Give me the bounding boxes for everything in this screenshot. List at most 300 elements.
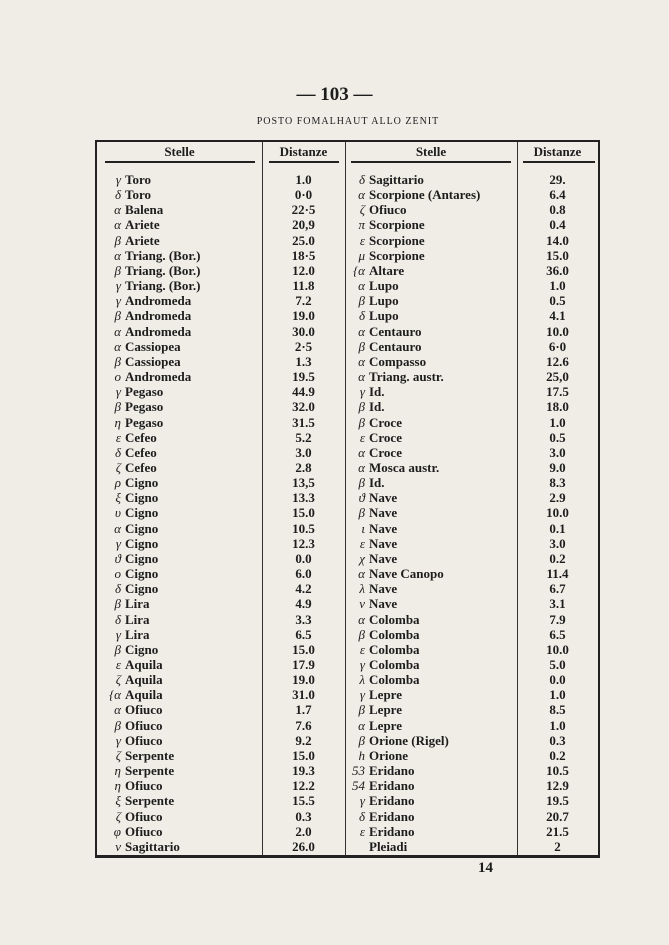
header-rule (269, 161, 339, 163)
star-name: Cigno (125, 490, 159, 506)
star-distance: 31.0 (292, 687, 315, 703)
star-name: Cefeo (125, 459, 157, 475)
star-name: Scorpione (Antares) (369, 187, 481, 203)
star-name: Cigno (125, 550, 159, 566)
star-row (105, 536, 262, 551)
star-designation: β (358, 293, 365, 309)
star-distance: 7.2 (295, 293, 312, 309)
star-distance: 20.7 (546, 808, 569, 824)
star-row (349, 763, 517, 778)
star-row (105, 354, 262, 369)
star-designation: ο (114, 369, 121, 385)
star-designation: α (358, 611, 365, 627)
star-name: Centauro (369, 338, 422, 354)
star-designation: h (358, 747, 365, 763)
star-name: Compasso (369, 353, 427, 369)
star-row (349, 581, 517, 596)
star-row (349, 445, 517, 460)
header-distances-right: Distanze (533, 144, 582, 159)
header-stars-left: Stelle (164, 144, 195, 159)
star-distance: 20,9 (292, 217, 315, 233)
star-row (349, 596, 517, 611)
star-name: Nave (369, 581, 398, 597)
star-distance: 0.3 (295, 808, 312, 824)
star-row (105, 324, 262, 339)
star-name: Aquila (125, 657, 163, 672)
signature-mark: 14 (478, 860, 493, 876)
star-name: Lupo (369, 278, 399, 294)
star-distance: 11.4 (546, 566, 569, 582)
star-row (105, 460, 262, 475)
star-row (105, 551, 262, 566)
star-designation: β (114, 353, 121, 369)
star-designation: δ (358, 308, 365, 324)
star-name: Andromeda (125, 293, 192, 309)
star-name: Croce (369, 444, 402, 460)
star-distance: 15.0 (292, 747, 315, 763)
star-designation: ρ (114, 475, 121, 491)
star-distance: 0.5 (549, 293, 566, 309)
star-designation: β (114, 641, 121, 657)
star-name: Eridano (369, 793, 415, 809)
star-name: Scorpione (369, 217, 425, 233)
star-designation: β (358, 505, 365, 521)
star-row (105, 627, 262, 642)
star-row (349, 278, 517, 293)
star-distance: 2·5 (294, 338, 313, 354)
star-distance: 0.5 (549, 429, 566, 445)
star-designation: η (114, 763, 121, 779)
star-row (105, 718, 262, 733)
star-designation: γ (359, 657, 365, 672)
star-row (349, 415, 517, 430)
star-distance: 1.0 (549, 414, 566, 430)
star-designation: δ (358, 172, 365, 187)
star-distance: 6.5 (295, 626, 312, 642)
header-distances-left: Distanze (279, 144, 328, 159)
star-distance: 1.3 (295, 353, 312, 369)
star-distance: 12.3 (292, 535, 315, 551)
star-designation: γ (115, 535, 121, 551)
star-row (105, 748, 262, 763)
star-designation: γ (359, 687, 365, 703)
star-name: Orione (Rigel) (369, 732, 449, 748)
star-distance: 0.3 (549, 732, 566, 748)
star-name: Cigno (125, 535, 159, 551)
star-name: Eridano (369, 808, 415, 824)
star-distance: 2 (554, 838, 561, 854)
star-designation: η (114, 414, 121, 430)
star-row (105, 369, 262, 384)
star-designation: ε (115, 657, 121, 672)
star-distance: 17.5 (546, 384, 569, 400)
star-name: Toro (125, 187, 152, 203)
star-designation: ζ (115, 808, 121, 824)
star-row (349, 293, 517, 308)
star-name: Id. (369, 399, 385, 415)
star-distance: 18·5 (291, 247, 316, 263)
star-name: Lepre (369, 702, 402, 718)
star-name: Nave (369, 550, 398, 566)
star-row (105, 172, 262, 187)
star-distance: 9.0 (549, 459, 566, 475)
star-row (349, 248, 517, 263)
star-row (105, 566, 262, 581)
star-distance: 25.0 (292, 232, 315, 248)
star-name: Eridano (369, 763, 415, 779)
star-name: Lupo (369, 293, 399, 309)
star-designation: α (358, 278, 365, 294)
star-row (105, 778, 262, 793)
star-row (105, 384, 262, 399)
star-name: Colomba (369, 641, 420, 657)
star-name: Scorpione (369, 232, 425, 248)
star-row (349, 384, 517, 399)
star-distance: 6.7 (549, 581, 566, 597)
star-row (105, 263, 262, 278)
star-row (105, 339, 262, 354)
star-distance: 5.2 (295, 429, 312, 445)
star-name: Lepre (369, 687, 402, 703)
star-designation: α (114, 323, 121, 339)
star-designation: ι (361, 520, 365, 536)
star-distance: 2.0 (295, 823, 312, 839)
star-designation: α (114, 702, 121, 718)
star-designation: β (114, 232, 121, 248)
star-row (105, 733, 262, 748)
star-name: Nave (369, 505, 398, 521)
star-designation: ϑ (358, 490, 365, 506)
star-name: Centauro (369, 323, 422, 339)
star-distance: 0.2 (549, 747, 566, 763)
star-row (349, 748, 517, 763)
left-distances (262, 172, 345, 854)
star-distance: 6.0 (295, 566, 312, 582)
star-row (349, 702, 517, 717)
star-name: Ofiuco (125, 778, 163, 794)
star-distance: 4.9 (295, 596, 312, 612)
star-name: Triang. austr. (369, 369, 444, 385)
star-row (349, 778, 517, 793)
star-name: Pegaso (125, 399, 164, 415)
star-distance: 19.0 (292, 672, 315, 688)
star-designation: γ (115, 384, 121, 400)
star-name: Id. (369, 384, 385, 400)
star-distance: 6.5 (549, 626, 566, 642)
star-distance: 10.0 (546, 505, 569, 521)
star-designation: ε (359, 535, 365, 551)
star-row (105, 824, 262, 839)
star-designation: ν (115, 838, 121, 854)
star-row (105, 293, 262, 308)
star-distance: 12.6 (546, 353, 569, 369)
star-name: Eridano (369, 823, 415, 839)
star-name: Cigno (125, 566, 159, 582)
star-distance: 44.9 (292, 384, 315, 400)
star-row (349, 339, 517, 354)
star-name: Lira (125, 596, 150, 612)
star-designation: δ (114, 444, 121, 460)
star-name: Colomba (369, 672, 420, 688)
star-name: Croce (369, 429, 402, 445)
star-designation: ο (114, 566, 121, 582)
star-distance: 0.1 (549, 520, 566, 536)
star-row (105, 687, 262, 702)
star-row (105, 809, 262, 824)
star-designation: ζ (115, 747, 121, 763)
star-designation: β (358, 702, 365, 718)
star-distance: 9.2 (295, 732, 312, 748)
star-designation: β (358, 399, 365, 415)
star-designation: β (114, 596, 121, 612)
star-distance: 36.0 (546, 262, 569, 278)
star-distance: 25,0 (546, 369, 569, 385)
star-designation: ζ (115, 672, 121, 688)
star-name: Cigno (125, 581, 159, 597)
star-name: Orione (369, 747, 408, 763)
star-row (105, 642, 262, 657)
star-row (349, 369, 517, 384)
right-distances (517, 172, 598, 854)
star-row (349, 354, 517, 369)
star-row (105, 581, 262, 596)
star-row (349, 809, 517, 824)
star-name: Aquila (125, 687, 163, 703)
star-designation: α (358, 369, 365, 385)
star-distance: 13.3 (292, 490, 315, 506)
star-row (105, 475, 262, 490)
star-name: Nave (369, 490, 398, 506)
star-name: Cefeo (125, 444, 157, 460)
star-distance: 15.0 (292, 641, 315, 657)
star-name: Serpente (125, 793, 175, 809)
star-designation: η (114, 778, 121, 794)
star-row (105, 248, 262, 263)
star-name: Triang. (Bor.) (125, 247, 201, 263)
star-row (105, 657, 262, 672)
star-row (105, 217, 262, 232)
star-designation: ξ (115, 490, 121, 506)
star-designation: α (358, 187, 365, 203)
star-row (349, 217, 517, 232)
star-distance: 0.0 (295, 550, 312, 566)
star-row (105, 308, 262, 323)
star-name: Ofiuco (125, 823, 163, 839)
star-name: Balena (125, 202, 164, 218)
star-distance: 7.9 (549, 611, 566, 627)
star-distance-table (95, 140, 600, 858)
right-star-names (349, 172, 517, 854)
star-row (349, 475, 517, 490)
star-designation: γ (115, 172, 121, 187)
star-name: Scorpione (369, 247, 425, 263)
star-distance: 1.0 (295, 172, 312, 187)
star-name: Lupo (369, 308, 399, 324)
star-name: Ariete (125, 217, 160, 233)
star-row (349, 399, 517, 414)
star-row (105, 596, 262, 611)
star-row (349, 521, 517, 536)
star-row (105, 490, 262, 505)
star-distance: 29. (549, 172, 566, 187)
star-designation: χ (359, 550, 365, 566)
star-designation: ε (359, 232, 365, 248)
star-designation: β (358, 475, 365, 491)
star-designation: 54 (352, 778, 365, 794)
star-distance: 26.0 (292, 838, 315, 854)
star-distance: 2.8 (295, 459, 312, 475)
star-name: Colomba (369, 626, 420, 642)
left-star-names (105, 172, 262, 854)
star-name: Triang. (Bor.) (125, 262, 201, 278)
star-distance: 22·5 (291, 202, 316, 218)
star-distance: 19.5 (292, 369, 315, 385)
star-designation: β (114, 399, 121, 415)
star-name: Id. (369, 475, 385, 491)
star-distance: 12.2 (292, 778, 315, 794)
star-designation: ν (359, 596, 365, 612)
star-name: Lira (125, 626, 150, 642)
star-designation: β (358, 338, 365, 354)
star-name: Nave (369, 520, 398, 536)
star-distance: 6.4 (549, 187, 566, 203)
star-name: Pegaso (125, 414, 164, 430)
star-row (105, 521, 262, 536)
star-name: Toro (125, 172, 152, 187)
star-name: Ofiuco (125, 732, 163, 748)
star-designation: α (114, 338, 121, 354)
star-designation: α (114, 217, 121, 233)
star-distance: 10.0 (546, 641, 569, 657)
star-row (349, 718, 517, 733)
star-name: Ofiuco (125, 717, 163, 733)
star-row (349, 490, 517, 505)
star-distance: 1.7 (295, 702, 312, 718)
star-name: Cassiopea (125, 338, 181, 354)
star-row (349, 187, 517, 202)
star-distance: 3.0 (295, 444, 312, 460)
header-rule (523, 161, 595, 163)
star-row (105, 672, 262, 687)
star-name: Serpente (125, 763, 175, 779)
star-row (349, 733, 517, 748)
star-distance: 3.1 (549, 596, 566, 612)
star-distance: 12.0 (292, 262, 315, 278)
star-distance: 14.0 (546, 232, 569, 248)
star-row (349, 687, 517, 702)
star-designation: φ (113, 823, 121, 839)
star-distance: 17.9 (292, 657, 315, 672)
star-name: Pegaso (125, 384, 164, 400)
star-designation: γ (359, 793, 365, 809)
star-row (349, 460, 517, 475)
star-name: Andromeda (125, 323, 192, 339)
star-designation: β (114, 717, 121, 733)
star-designation: δ (114, 187, 121, 203)
star-row (349, 657, 517, 672)
star-name: Lepre (369, 717, 402, 733)
star-name: Andromeda (125, 369, 192, 385)
star-row (105, 278, 262, 293)
star-designation: α (358, 566, 365, 582)
header-rule (351, 161, 511, 163)
star-name: Lira (125, 611, 150, 627)
star-name: Colomba (369, 657, 420, 672)
star-row (105, 430, 262, 445)
star-distance: 15.0 (546, 247, 569, 263)
star-designation: λ (359, 581, 365, 597)
star-distance: 5.0 (549, 657, 566, 672)
star-distance: 0.4 (549, 217, 566, 233)
star-name: Cigno (125, 475, 159, 491)
star-name: Serpente (125, 747, 175, 763)
star-distance: 3.0 (549, 444, 566, 460)
star-designation: α (114, 520, 121, 536)
star-designation: υ (115, 505, 121, 521)
star-distance: 15.5 (292, 793, 315, 809)
star-row (349, 672, 517, 687)
star-row (105, 612, 262, 627)
star-distance: 0·0 (294, 187, 313, 203)
star-name: Ariete (125, 232, 160, 248)
star-row (349, 566, 517, 581)
star-row (105, 233, 262, 248)
star-row (349, 612, 517, 627)
star-name: Altare (369, 262, 405, 278)
star-designation: α (114, 247, 121, 263)
star-distance: 4.2 (295, 581, 312, 597)
star-row (105, 793, 262, 808)
star-name: Ofiuco (125, 808, 163, 824)
star-row (349, 793, 517, 808)
star-name: Nave Canopo (369, 566, 444, 582)
star-row (105, 399, 262, 414)
star-row (349, 536, 517, 551)
star-designation: γ (115, 278, 121, 294)
star-row (105, 202, 262, 217)
star-designation: μ (358, 247, 365, 263)
star-designation: γ (115, 626, 121, 642)
star-designation: β (358, 732, 365, 748)
star-designation: π (358, 217, 365, 233)
star-designation: ϑ (114, 550, 121, 566)
star-distance: 4.1 (549, 308, 566, 324)
star-name: Nave (369, 535, 398, 551)
star-distance: 3.3 (295, 611, 312, 627)
star-row (105, 415, 262, 430)
star-row (105, 839, 262, 854)
star-name: Cigno (125, 505, 159, 521)
star-distance: 15.0 (292, 505, 315, 521)
star-name: Croce (369, 414, 402, 430)
star-distance: 30.0 (292, 323, 315, 339)
star-distance: 10.0 (546, 323, 569, 339)
star-name: Andromeda (125, 308, 192, 324)
star-distance: 21.5 (546, 823, 569, 839)
star-distance: 0.0 (549, 672, 566, 688)
star-name: Pleiadi (369, 838, 408, 854)
star-distance: 7.6 (295, 717, 312, 733)
star-row (349, 172, 517, 187)
star-designation: {α (352, 262, 365, 278)
star-distance: 1.0 (549, 278, 566, 294)
star-row (105, 702, 262, 717)
star-row (349, 824, 517, 839)
star-name: Mosca austr. (369, 459, 440, 475)
star-name: Cigno (125, 641, 159, 657)
star-distance: 11.8 (292, 278, 315, 294)
star-row (349, 505, 517, 520)
